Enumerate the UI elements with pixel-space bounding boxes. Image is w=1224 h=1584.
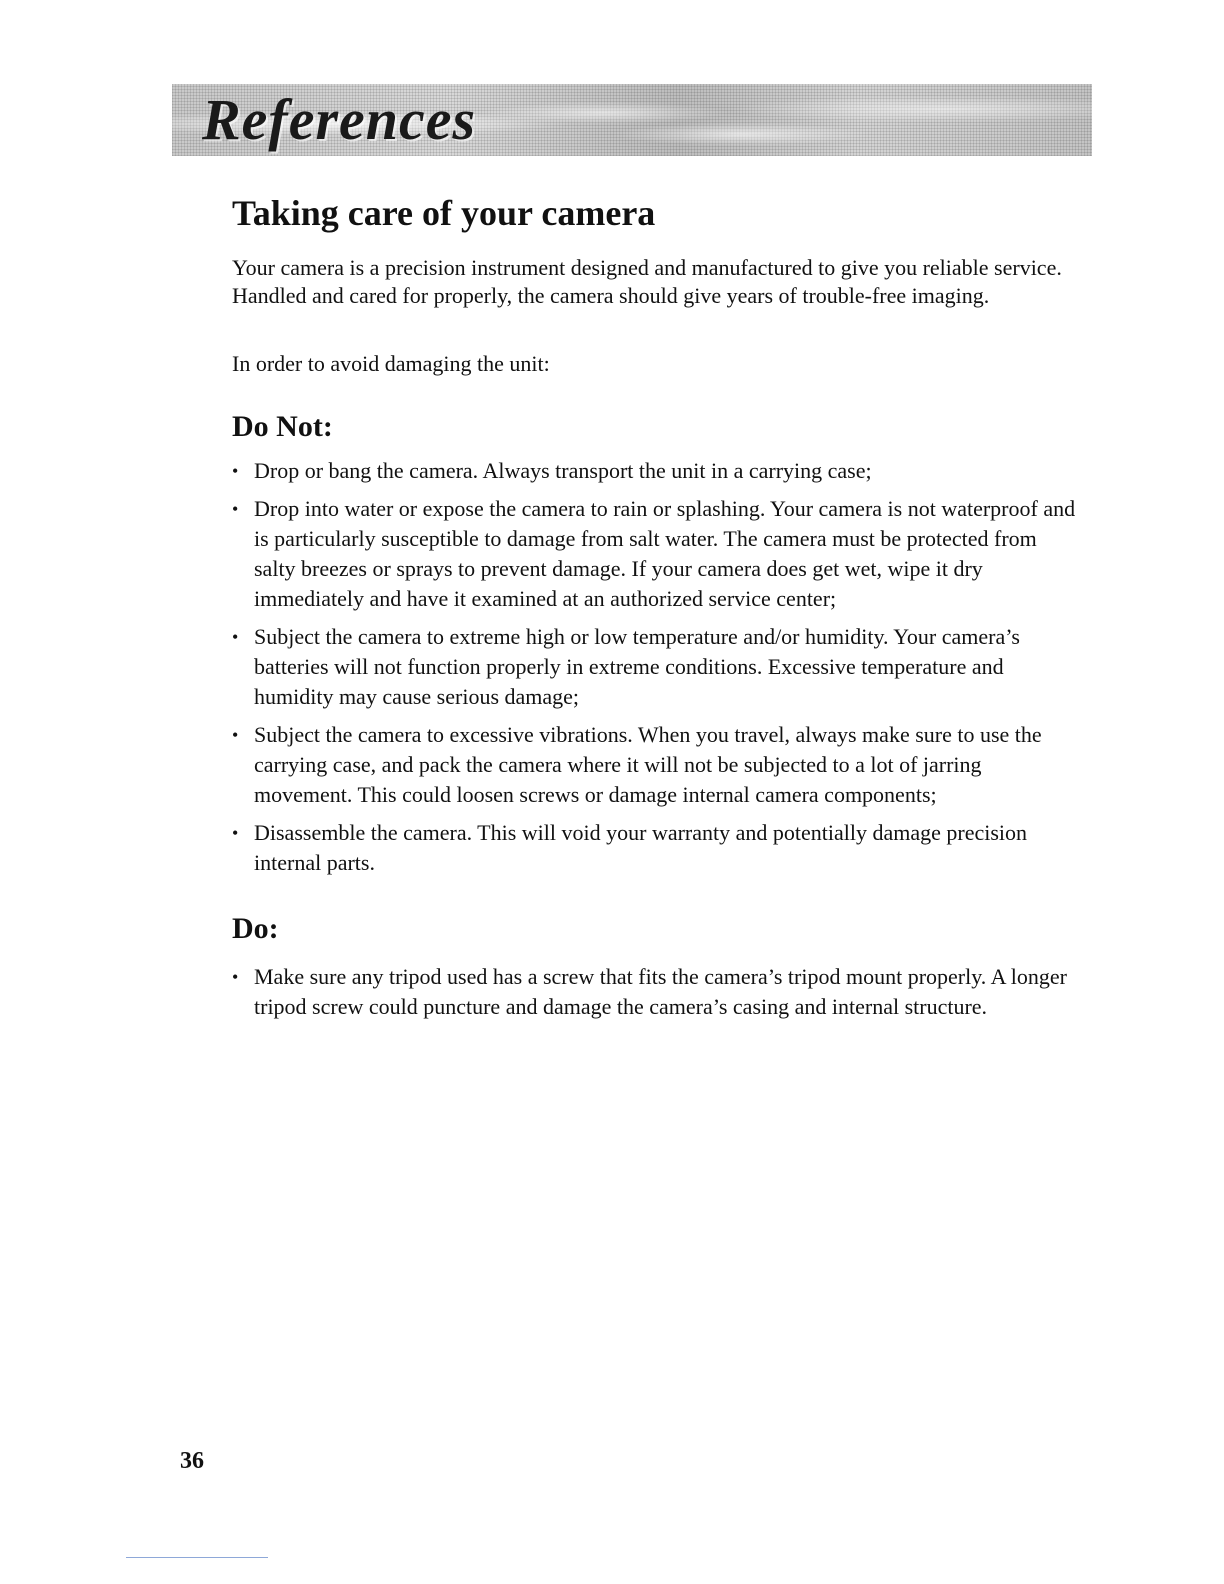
bullet-icon: • [232,499,239,519]
bullet-icon: • [232,823,239,843]
list-item [232,494,1082,614]
list-item [232,962,1082,1022]
list-item-text: Disassemble the camera. This will void your warranty and potentially damage precision internal parts. [254,820,1028,875]
page-title: Taking care of your camera [232,193,656,233]
bullet-icon: • [232,967,239,987]
bullet-icon: • [232,461,239,481]
list-item [232,818,1082,878]
list-item [232,456,1082,486]
bullet-icon: • [232,725,239,745]
intro-paragraph: Your camera is a precision instrument designed and manufactured to give you reliable service. Handled and cared for properly, the camera should give years of trouble-free imaging. [232,255,1062,308]
list-item-text: Subject the camera to extreme high or low temperature and/or humidity. Your camera’s batteries will not function properly in extreme conditions. Excessive temperature and humidity may cause serious damage; [254,624,1020,709]
section-banner [172,84,1092,156]
do-not-list [232,456,1082,886]
do-list [232,962,1082,1030]
intro-instruction: In order to avoid damaging the unit: [232,351,550,376]
bottom-rule [126,1557,268,1558]
bullet-icon: • [232,627,239,647]
list-item-text: Subject the camera to excessive vibrations. When you travel, always make sure to use the carrying case, and pack the camera where it will not be subjected to a lot of jarring movement. This could loosen screws or damage internal camera components; [254,722,1042,807]
list-item-text: Drop into water or expose the camera to rain or splashing. Your camera is not waterproof and is particularly susceptible to damage from salt water. The camera must be protected from salty breezes or sprays to prevent damage. If your camera does get wet, wipe it dry immediately and have it examined at an authorized service center; [254,496,1076,611]
banner-title: References [202,87,477,152]
list-item-text: Make sure any tripod used has a screw that fits the camera’s tripod mount properly. A longer tripod screw could puncture and damage the camera’s casing and internal structure. [254,964,1067,1019]
page-number: 36 [180,1448,204,1474]
list-item [232,720,1082,810]
do-heading: Do: [232,912,279,945]
list-item-text: Drop or bang the camera. Always transport the unit in a carrying case; [254,458,872,483]
do-not-heading: Do Not: [232,410,333,443]
list-item [232,622,1082,712]
